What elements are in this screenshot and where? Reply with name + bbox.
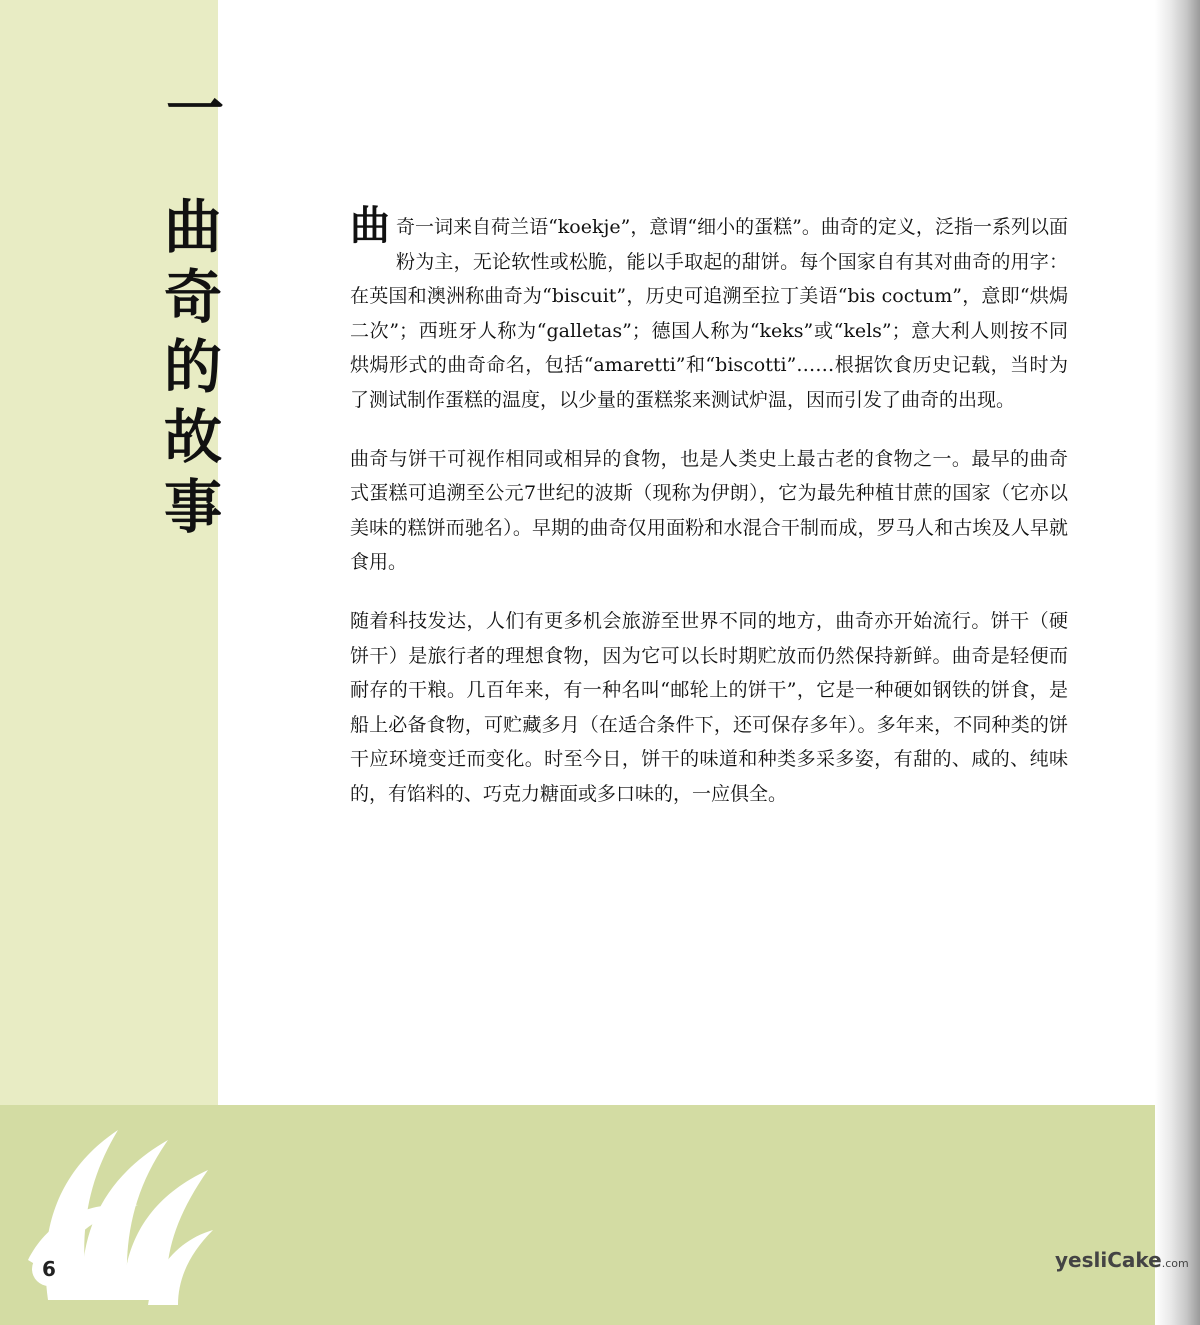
chapter-title: [158, 192, 228, 542]
paragraph-1-text: 奇一词来自荷兰语“koekje”，意谓“细小的蛋糕”。曲奇的定义，泛指一系列以面粉为主，无论软性或松脆，能以手取起的甜饼。每个国家自有其对曲奇的用字：在英国和澳洲称曲奇为“biscuit”，历史可追溯至拉丁美语“bis coctum”，意即“烘焗二次”；西班牙人称为“galletas”；德国人称为“keks”或“kels”；意大利人则按不同烘焗形式的曲奇命名，包括“amaretti”和“biscotti”……根据饮食历史记载，当时为了测试制作蛋糕的温度，以少量的蛋糕浆来测试炉温，因而引发了曲奇的出现。: [350, 216, 1068, 411]
paragraph-1: [350, 203, 1068, 418]
watermark-suffix: .com: [1161, 1257, 1189, 1270]
site-watermark: [1055, 1248, 1189, 1272]
title-char: 奇: [163, 263, 222, 331]
paragraph-3: 随着科技发达，人们有更多机会旅游至世界不同的地方，曲奇亦开始流行。饼干（硬饼干）是旅行者的理想食物，因为它可以长时期贮放而仍然保持新鲜。曲奇是轻便而耐存的干粮。几百年来，有一种名叫“邮轮上的饼干”，它是一种硬如钢铁的饼食，是船上必备食物，可贮藏多月（在适合条件下，还可保存多年）。多年来，不同种类的饼干应环境变迁而变化。时至今日，饼干的味道和种类多采多姿，有甜的、咸的、纯味的，有馅料的、巧克力糖面或多口味的，一应俱全。: [350, 609, 1068, 805]
book-spine-shadow: [1155, 0, 1200, 1325]
title-char: 事: [163, 473, 222, 541]
left-green-band: [0, 0, 218, 1105]
title-char: 的: [163, 333, 222, 401]
article-body: [350, 203, 1068, 812]
title-char: 故: [163, 403, 222, 471]
watermark-main: yesliCake: [1055, 1248, 1162, 1272]
drop-cap: 曲: [350, 203, 390, 249]
paragraph-2: 曲奇与饼干可视作相同或相异的食物，也是人类史上最古老的食物之一。最早的曲奇式蛋糕可追溯至公元7世纪的波斯（现称为伊朗），它为最先种植甘蔗的国家（它亦以美味的糕饼而驰名）。早期的曲奇仅用面粉和水混合干制而成，罗马人和古埃及人早就食用。: [350, 447, 1068, 574]
chapter-number: 一: [166, 75, 225, 143]
page-number: 6: [32, 1252, 66, 1286]
title-char: 曲: [163, 193, 222, 261]
